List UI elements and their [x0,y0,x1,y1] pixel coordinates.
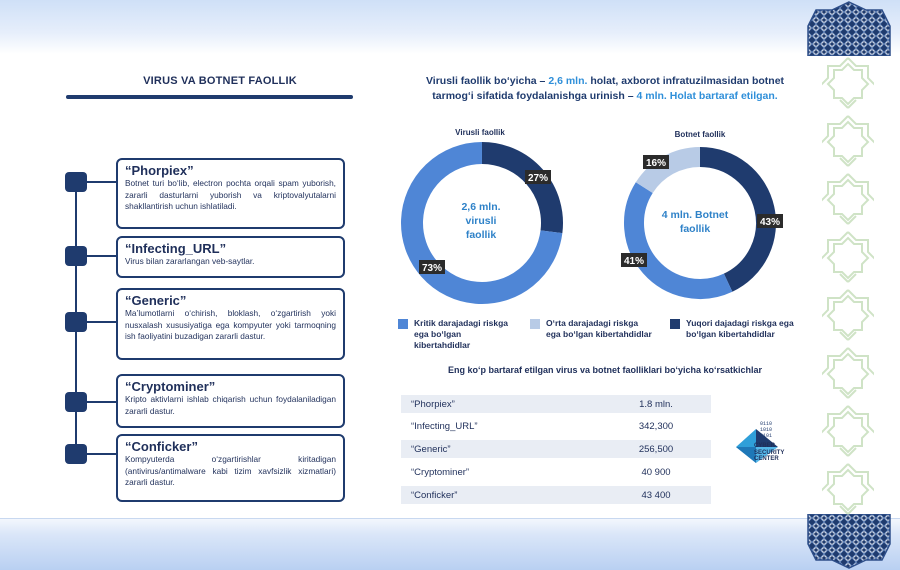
logo-line: CYBER [754,443,776,449]
table-row [401,440,711,458]
slice-label [621,253,647,267]
svg-text:1010: 1010 [760,427,773,433]
timeline-connector [87,181,117,183]
legend-item-medium [530,318,655,340]
threat-description: Kompyuterda o‘zgartirishlar kiritadigan (antivirus/antimalware kabi tizim xavfsizlik xizmatlari) zararli dastur. [125,454,336,487]
logo-line: SECURITY [754,449,785,456]
row-value: 342,300 [638,420,674,432]
svg-text:0110: 0110 [760,421,773,427]
center-line: faollik [465,229,497,241]
row-name: “Conficker” [411,489,458,501]
threat-name: “Conficker” [125,439,198,454]
summary-headline [405,74,805,104]
threat-card-phorpiex [116,158,345,229]
donut-slice [634,188,728,289]
corner-ornament-bottom [804,514,894,570]
top-band [0,0,900,54]
table-title: Eng ko‘p bartaraf etilgan virus va botnet faolliklari bo‘yicha ko‘rsatkichlar [447,365,763,375]
threat-card-infecting-url [116,236,345,278]
legend-swatch [670,319,680,329]
timeline-connector [87,453,117,455]
legend-label: Yuqori dajadagi riskga ega bo‘lgan kibertahdidlar [686,318,794,339]
legend-item-high [670,318,798,340]
section-title: VIRUS VA BOTNET FAOLLIK [143,75,297,87]
timeline-node [65,392,87,412]
row-value: 40 900 [641,466,671,478]
headline-text: Virusli faollik bo‘yicha – [425,75,549,87]
timeline-node [65,444,87,464]
row-name: “Phorpiex” [411,398,455,410]
timeline-connector [87,401,117,403]
legend-item-critical [398,318,518,351]
donut-center-virus [440,200,522,242]
slice-label [757,214,783,228]
donut-title-botnet: Botnet faollik [674,130,726,139]
center-line: 2,6 mln. [461,201,501,213]
row-name: “Cryptominer” [411,466,470,478]
threat-card-cryptominer [116,374,345,428]
legend-label: O‘rta darajadagi riskga ega bo‘lgan kibertahdidlar [546,318,652,339]
headline-text: holat, axborot infratuzilmasidan botnet tarmog‘i sifatida foydalanishga urinish – [432,75,785,102]
slice-label-text: 73% [421,263,443,274]
threat-name: “Cryptominer” [125,379,216,394]
threat-description: Botnet turi bo‘lib, electron pochta orqali spam yuborish, zararli dasturlarni yuborish va kriptovalyutalarni shakllantirish uchun ishlatiladi. [125,178,336,211]
center-line: faollik [679,223,711,235]
row-value: 43 400 [641,489,671,501]
threat-name: “Phorpiex” [125,163,194,178]
row-name: “Infecting_URL” [411,420,478,432]
slice-label [419,260,445,274]
table-row [401,486,711,504]
title-underline [66,95,353,99]
ornament-pattern-column [822,54,874,518]
svg-text:0101: 0101 [760,433,773,439]
row-name: “Generic” [411,443,451,455]
donut-title-virus: Virusli faollik [455,128,505,137]
legend-label: Kritik darajadagi riskga ega bo‘lgan kibertahdidlar [414,318,509,350]
threat-description: Kripto aktivlarni ishlab chiqarish uchun foydalaniladigan zararli dastur. [125,394,336,416]
corner-ornament-top [804,0,894,56]
center-line: 4 mln. Botnet [661,209,729,221]
row-value: 256,500 [638,443,674,455]
timeline-connector [87,255,117,257]
threat-name: “Generic” [125,293,187,308]
logo-line: CENTER [754,456,779,462]
threat-description: Virus bilan zararlangan veb-saytlar. [125,256,255,266]
donut-center-botnet [650,208,740,236]
table-row [401,395,711,413]
slice-label [643,155,669,169]
slice-label-text: 16% [645,158,667,169]
threat-description: Ma’lumotlarni o‘chirish, bloklash, o‘zgartirish yoki nusxalash xususiyatiga ega kompyuter yoki tarmoqning ish faoliyatini buzadigan zararli dastur. [125,308,336,341]
row-value: 1.8 mln. [639,398,673,410]
slice-label-text: 41% [623,256,645,267]
table-row [401,463,711,481]
slice-label-text: 27% [527,173,549,184]
legend-swatch [398,319,408,329]
timeline-node [65,172,87,192]
threat-name: “Infecting_URL” [125,241,227,256]
legend-swatch [530,319,540,329]
logo-text [754,443,784,463]
threat-card-generic [116,288,345,360]
headline-highlight: 2,6 mln. [548,75,588,87]
threat-card-conficker [116,434,345,502]
bottom-band [0,518,900,570]
headline-highlight: 4 mln. Holat bartaraf etilgan. [636,90,778,102]
center-line: virusli [465,215,497,227]
timeline-connector [87,321,117,323]
timeline-node [65,312,87,332]
slice-label-text: 43% [759,217,781,228]
table-row [401,417,711,435]
timeline-node [65,246,87,266]
slice-label [525,170,551,184]
